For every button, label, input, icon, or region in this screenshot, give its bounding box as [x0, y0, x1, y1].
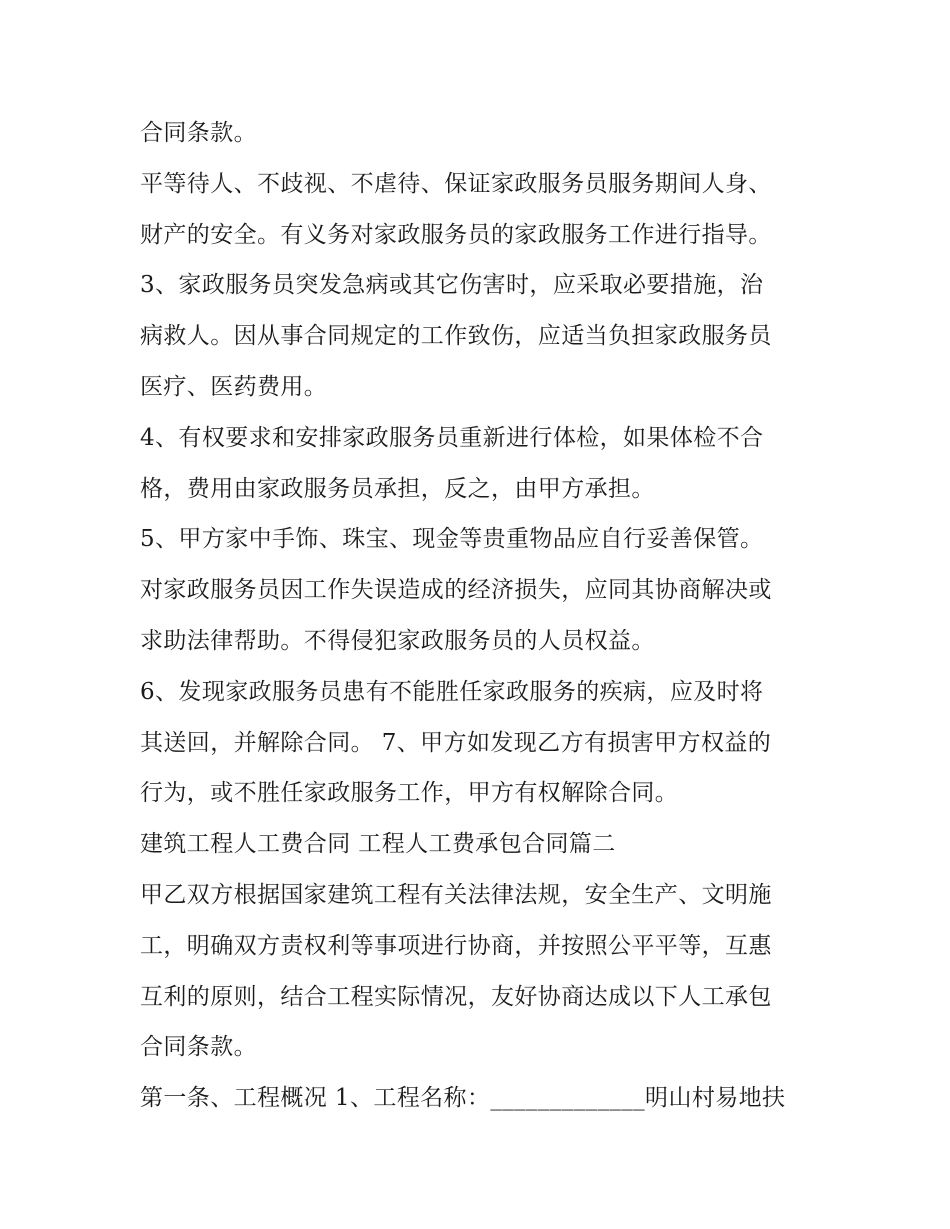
text-line: 财产的安全。有义务对家政服务员的家政服务工作进行指导。 — [140, 221, 772, 248]
text-line: 合同条款。 — [140, 120, 257, 146]
text-line: 5、甲方家中手饰、珠宝、现金等贵重物品应自行妥善保管。 — [140, 526, 764, 553]
text-line: 互利的原则，结合工程实际情况，友好协商达成以下人工承包 — [140, 983, 772, 1010]
text-line: 工，明确双方责权利等事项进行协商，并按照公平平等，互惠 — [140, 932, 772, 959]
text-line: 医疗、医药费用。 — [140, 373, 328, 400]
text-line: 合同条款。 — [140, 1034, 257, 1061]
document-body — [140, 108, 820, 1124]
section-heading: 建筑工程人工费合同 工程人工费承包合同篇二 — [140, 831, 616, 858]
text-line: 其送回，并解除合同。 7、甲方如发现乙方有损害甲方权益的 — [140, 729, 772, 756]
text-line: 平等待人、不歧视、不虐待、保证家政服务员服务期间人身、 — [140, 170, 772, 197]
text-line: 3、家政服务员突发急病或其它伤害时，应采取必要措施，治 — [140, 272, 764, 299]
text-line: 对家政服务员因工作失误造成的经济损失，应同其协商解决或 — [140, 577, 772, 604]
text-line: 病救人。因从事合同规定的工作致伤，应适当负担家政服务员 — [140, 323, 772, 350]
text-line: 6、发现家政服务员患有不能胜任家政服务的疾病，应及时将 — [140, 678, 764, 705]
text-line: 行为，或不胜任家政服务工作，甲方有权解除合同。 — [140, 780, 679, 807]
text-line: 格，费用由家政服务员承担，反之，由甲方承担。 — [140, 475, 655, 502]
text-line: 4、有权要求和安排家政服务员重新进行体检，如果体检不合 — [140, 424, 764, 451]
text-line: 求助法律帮助。不得侵犯家政服务员的人员权益。 — [140, 627, 655, 654]
text-line: 甲乙双方根据国家建筑工程有关法律法规，安全生产、文明施 — [140, 881, 772, 908]
text-line: 第一条、工程概况 1、工程名称：_____________明山村易地扶 — [140, 1085, 786, 1112]
